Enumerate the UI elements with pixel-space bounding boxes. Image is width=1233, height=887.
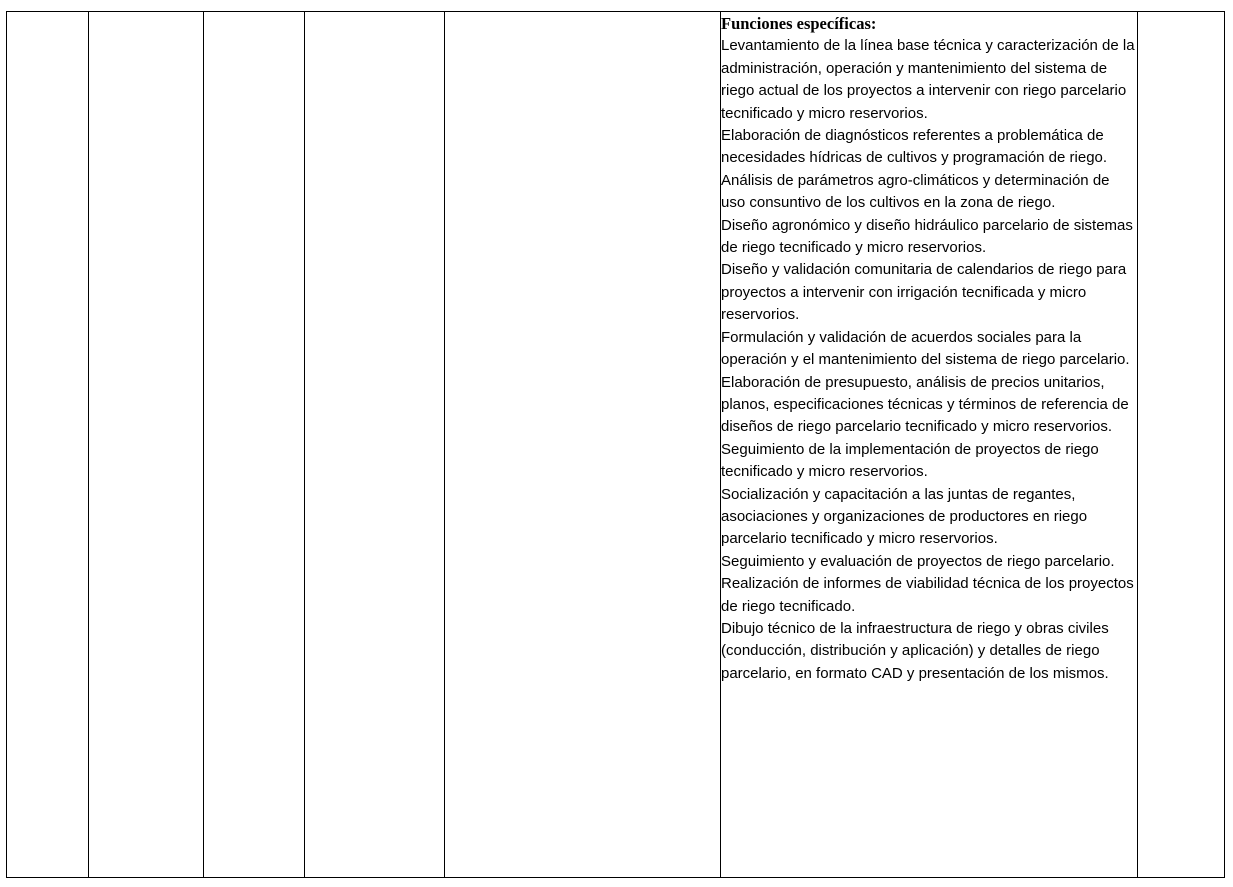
list-item: Socialización y capacitación a las juntas de regantes, asociaciones y organizaciones de productores en riego parcelario tecnificado y micro reservorios. — [721, 485, 1088, 548]
list-item: Dibujo técnico de la infraestructura de riego y obras civiles (conducción, distribución y aplicación) y detalles de riego parcelario, en formato CAD y presentación de los mismos. — [721, 619, 1109, 682]
empty-cell-1 — [7, 12, 89, 878]
empty-cell-3 — [204, 12, 305, 878]
table-row — [7, 12, 1225, 878]
list-item: Elaboración de diagnósticos referentes a problemática de necesidades hídricas de cultivos y programación de riego. — [721, 127, 1108, 167]
list-item: Levantamiento de la línea base técnica y caracterización de la administración, operación y mantenimiento del sistema de riego actual de los proyectos a intervenir con riego parcelario tecnificado y micro reservorios. — [721, 37, 1135, 122]
functions-heading: Funciones específicas: — [721, 14, 877, 33]
list-item: Diseño agronómico y diseño hidráulico parcelario de sistemas de riego tecnificado y micro reservorios. — [721, 216, 1133, 257]
empty-cell-2 — [89, 12, 204, 878]
functions-list — [721, 35, 1137, 685]
functions-cell — [721, 12, 1138, 878]
empty-cell-7 — [1138, 12, 1225, 878]
empty-cell-4 — [305, 12, 445, 878]
functions-table — [6, 11, 1225, 878]
list-item: Formulación y validación de acuerdos sociales para la operación y el mantenimiento del sistema de riego parcelario. — [721, 328, 1130, 369]
list-item: Diseño y validación comunitaria de calendarios de riego para proyectos a intervenir con irrigación tecnificada y micro reservorios. — [721, 261, 1127, 324]
list-item: Elaboración de presupuesto, análisis de precios unitarios, planos, especificaciones técnicas y términos de referencia de diseños de riego parcelario tecnificado y micro reservorios. — [721, 373, 1129, 436]
list-item: Seguimiento y evaluación de proyectos de riego parcelario. — [721, 552, 1115, 570]
list-item: Realización de informes de viabilidad técnica de los proyectos de riego tecnificado. — [721, 575, 1134, 615]
empty-cell-5 — [445, 12, 721, 878]
list-item: Seguimiento de la implementación de proyectos de riego tecnificado y micro reservorios. — [721, 440, 1099, 481]
list-item: Análisis de parámetros agro-climáticos y determinación de uso consuntivo de los cultivos en la zona de riego. — [721, 171, 1110, 212]
